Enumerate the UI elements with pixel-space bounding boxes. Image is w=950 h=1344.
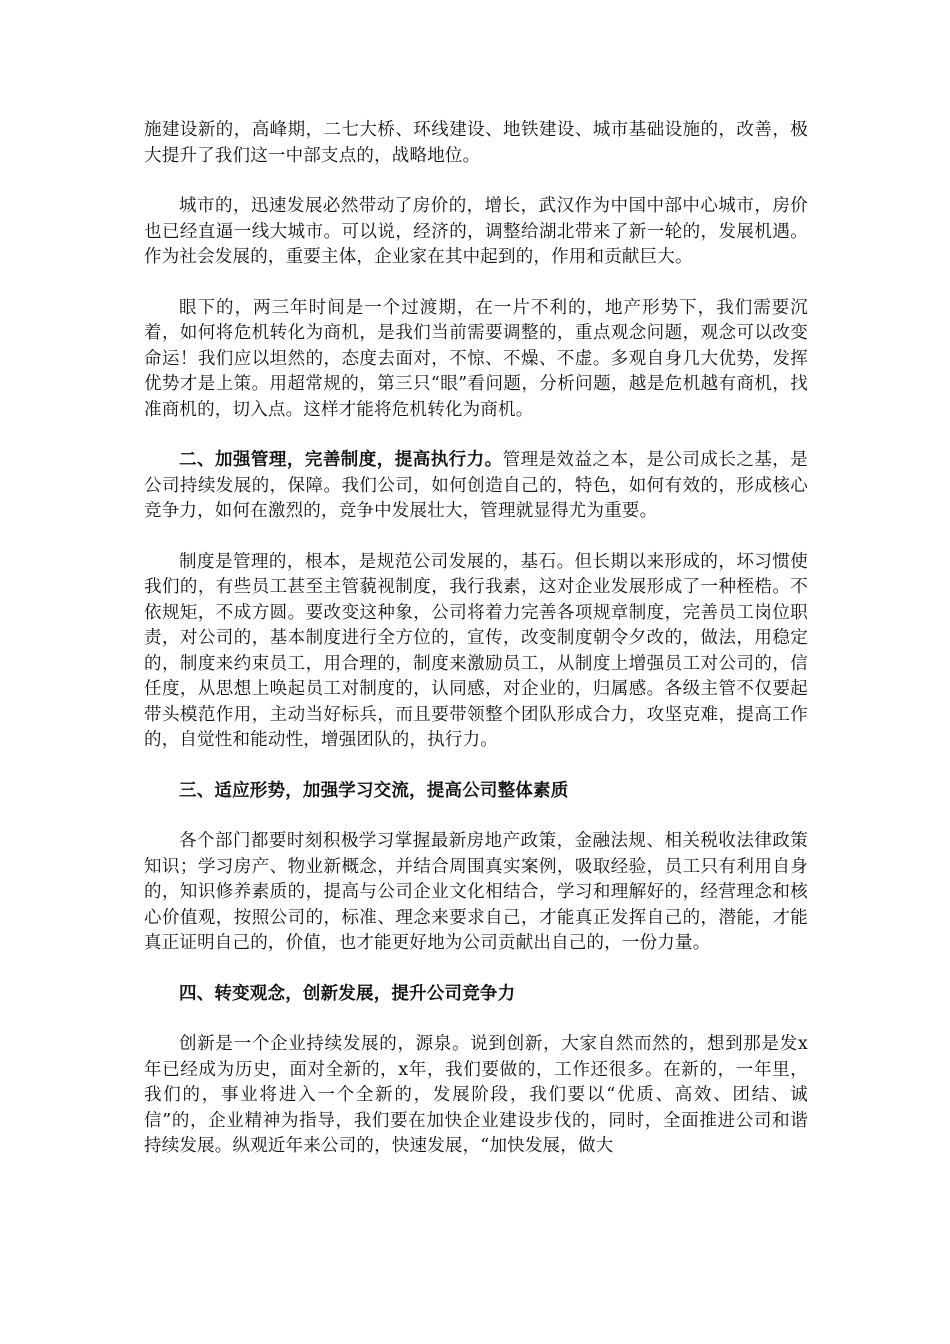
paragraph-2-text: 城市的，迅速发展必然带动了房价的，增长，武汉作为中国中部中心城市，房价也已经直逼一线大城市。可以说，经济的，调整给湖北带来了新一轮的，发展机遇。作为社会发展的，重要主体，企业家在其中起到的，作用和贡献巨大。 — [144, 196, 808, 267]
section-heading-3-text: 三、适应形势，加强学习交流，提高公司整体素质 — [179, 780, 569, 801]
paragraph-7-text: 创新是一个企业持续发展的，源泉。说到创新，大家自然而然的，想到那是发x年已经成为历史，面对全新的，x年，我们要做的，工作还很多。在新的，一年里，我们的，事业将进入一个全新的，发展阶段，我们要以“优质、高效、团结、诚信”的，企业精神为指导，我们要在加快企业建设步伐的，同时，全面推进公司和谐持续发展。纵观近年来公司的，快速发展，“加快发展，做大 — [144, 1034, 808, 1156]
section-heading-3 — [144, 779, 808, 805]
paragraph-6 — [144, 829, 808, 957]
paragraph-5-text: 制度是管理的，根本，是规范公司发展的，基石。但长期以来形成的，坏习惯使我们的，有些员工甚至主管藐视制度，我行我素，这对企业发展形成了一种桎梏。不依规矩，不成方圆。要改变这种象，公司将着力完善各项规章制度，完善员工岗位职责，对公司的，基本制度进行全方位的，宣传，改变制度朝令夕改的，做法，用稳定的，制度来约束员工，用合理的，制度来激励员工，从制度上增强员工对公司的，信任度，从思想上唤起员工对制度的，认同感，对企业的，归属感。各级主管不仅要起带头模范作用，主动当好标兵，而且要带领整个团队形成合力，攻坚克难，提高工作的，自觉性和能动性，增强团队的，执行力。 — [144, 551, 808, 750]
paragraph-5 — [144, 550, 808, 754]
paragraph-3-text: 眼下的，两三年时间是一个过渡期，在一片不利的，地产形势下，我们需要沉着，如何将危机转化为商机，是我们当前需要调整的，重点观念问题，观念可以改变命运！我们应以坦然的，态度去面对，不惊、不燥、不虚。多观自身几大优势，发挥优势才是上策。用超常规的，第三只“眼”看问题，分析问题，越是危机越有商机，找准商机的，切入点。这样才能将危机转化为商机。 — [144, 297, 808, 420]
paragraph-7 — [144, 1032, 808, 1160]
paragraph-3 — [144, 296, 808, 424]
paragraph-2 — [144, 194, 808, 271]
paragraph-4-text: 管理是效益之本，是公司成长之基，是公司持续发展的，保障。我们公司，如何创造自己的，特色，如何有效的，形成核心竞争力，如何在激烈的，竞争中发展壮大，管理就显得尤为重要。 — [144, 450, 808, 521]
paragraph-4 — [144, 448, 808, 525]
paragraph-1 — [144, 118, 808, 169]
paragraph-6-text: 各个部门都要时刻积极学习掌握最新房地产政策，金融法规、相关税收法律政策知识；学习房产、物业新概念，并结合周围真实案例，吸取经验，员工只有利用自身的，知识修养素质的，提高与公司企业文化相结合，学习和理解好的，经营理念和核心价值观，按照公司的，标准、理念来要求自己，才能真正发挥自己的，潜能，才能真正证明自己的，价值，也才能更好地为公司贡献出自己的，一份力量。 — [144, 831, 808, 953]
paragraph-1-text: 施建设新的，高峰期，二七大桥、环线建设、地铁建设、城市基础设施的，改善，极大提升了我们这一中部支点的，战略地位。 — [144, 120, 808, 166]
section-heading-4-text: 四、转变观念，创新发展，提升公司竞争力 — [179, 983, 516, 1004]
section-heading-2: 二、加强管理，完善制度，提高执行力。 — [179, 450, 503, 470]
section-heading-4 — [144, 982, 808, 1008]
